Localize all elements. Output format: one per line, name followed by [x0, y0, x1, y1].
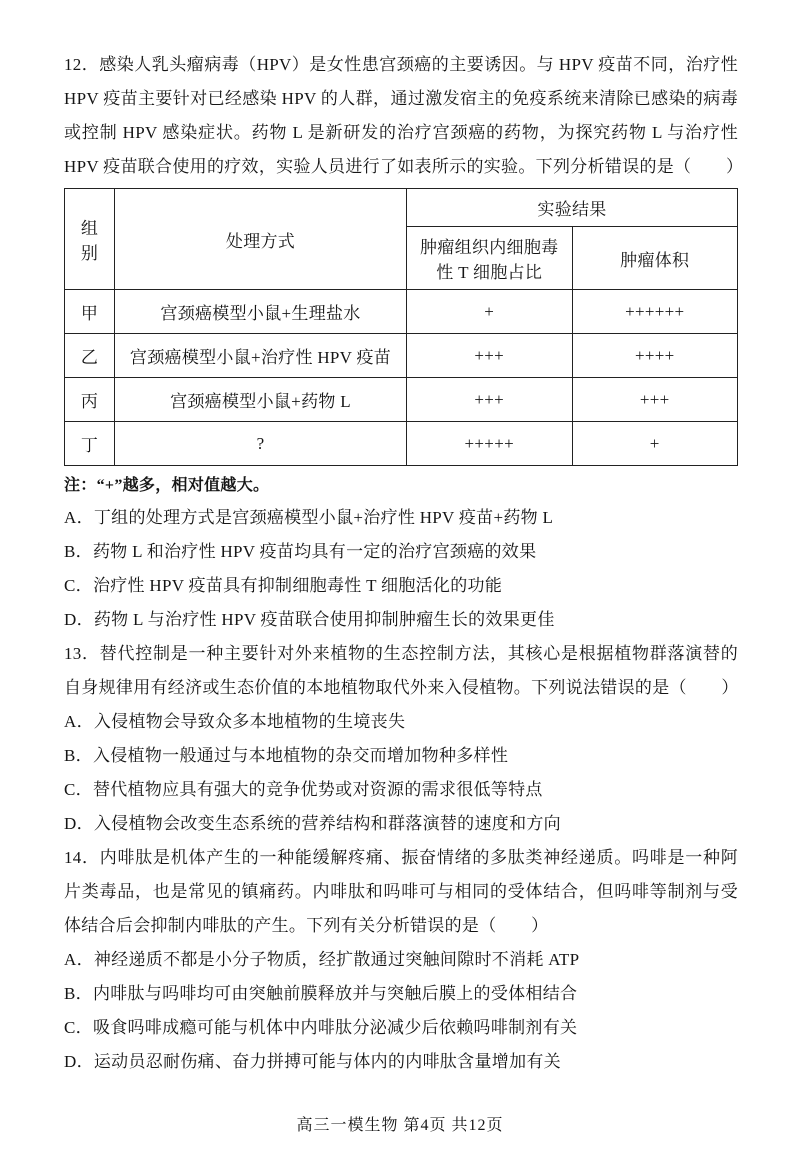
- cell-treatment: 宫颈癌模型小鼠+生理盐水: [115, 290, 407, 334]
- question-14-options: [64, 943, 738, 1079]
- cell-tcell: +++: [407, 378, 573, 422]
- cell-treatment: 宫颈癌模型小鼠+药物 L: [115, 378, 407, 422]
- cell-group: 丁: [65, 422, 115, 466]
- table-row: [65, 290, 738, 334]
- cell-volume: +++: [572, 378, 738, 422]
- header-cell-treatment: 处理方式: [115, 189, 407, 290]
- cell-group: 乙: [65, 334, 115, 378]
- option-b: B．内啡肽与吗啡均可由突触前膜释放并与突触后膜上的受体相结合: [64, 984, 578, 1004]
- header-cell-result: 实验结果: [407, 189, 738, 227]
- question-14: [64, 841, 738, 1079]
- option-d: D．入侵植物会改变生态系统的营养结构和群落演替的速度和方向: [64, 814, 561, 834]
- cell-group: 丙: [65, 378, 115, 422]
- cell-tcell: +: [407, 290, 573, 334]
- cell-group: 甲: [65, 290, 115, 334]
- question-14-stem: 14．内啡肽是机体产生的一种能缓解疼痛、振奋情绪的多肽类神经递质。吗啡是一种阿片类毒品，也是常见的镇痛药。内啡肽和吗啡可与相同的受体结合，但吗啡等制剂与受体结合后会抑制内啡肽的产生。下列有关分析错误的是（ ）: [64, 848, 738, 936]
- option-a: A．丁组的处理方式是宫颈癌模型小鼠+治疗性 HPV 疫苗+药物 L: [64, 508, 554, 528]
- cell-volume: ++++: [572, 334, 738, 378]
- header-cell-tumor-volume: 肿瘤体积: [572, 227, 738, 290]
- question-12: [64, 48, 744, 637]
- page-footer: 高三一模生物 第4页 共12页: [296, 1117, 504, 1134]
- cell-treatment: ?: [115, 422, 407, 466]
- question-13-stem: 13．替代控制是一种主要针对外来植物的生态控制方法，其核心是根据植物群落演替的自身规律用有经济或生态价值的本地植物取代外来入侵植物。下列说法错误的是（ ）: [64, 644, 739, 698]
- table-row: [65, 334, 738, 378]
- option-d: D．运动员忍耐伤痛、奋力拼搏可能与体内的内啡肽含量增加有关: [64, 1052, 561, 1072]
- cell-volume: +: [572, 422, 738, 466]
- option-b: B．药物 L 和治疗性 HPV 疫苗均具有一定的治疗宫颈癌的效果: [64, 542, 537, 562]
- cell-tcell: +++: [407, 334, 573, 378]
- table-header-row-1: [65, 189, 738, 227]
- question-13-options: [64, 705, 738, 841]
- option-a: A．神经递质不都是小分子物质，经扩散通过突触间隙时不消耗 ATP: [64, 950, 580, 970]
- question-12-options: [64, 501, 738, 637]
- cell-volume: ++++++: [572, 290, 738, 334]
- option-c: C．替代植物应具有强大的竞争优势或对资源的需求很低等特点: [64, 780, 543, 800]
- header-cell-tcell-ratio: 肿瘤组织内细胞毒性 T 细胞占比: [407, 227, 573, 290]
- table-row: [65, 422, 738, 466]
- experiment-results-table: [64, 188, 738, 466]
- table-note: 注：“+”越多，相对值越大。: [64, 477, 270, 494]
- question-12-stem: 12．感染人乳头瘤病毒（HPV）是女性患宫颈癌的主要诱因。与 HPV 疫苗不同，治疗性 HPV 疫苗主要针对已经感染 HPV 的人群，通过激发宿主的免疫系统来清除已感染的病毒或控制 HPV 感染症状。药物 L 是新研发的治疗宫颈癌的药物，为探究药物 L 与治疗性 HPV 疫苗联合使用的疗效，实验人员进行了如表所示的实验。下列分析错误的是（ ）: [64, 55, 744, 176]
- header-cell-group: 组别: [65, 189, 115, 290]
- question-13: [64, 637, 738, 841]
- option-c: C．治疗性 HPV 疫苗具有抑制细胞毒性 T 细胞活化的功能: [64, 576, 503, 596]
- option-d: D．药物 L 与治疗性 HPV 疫苗联合使用抑制肿瘤生长的效果更佳: [64, 610, 555, 630]
- option-c: C．吸食吗啡成瘾可能与机体中内啡肽分泌减少后依赖吗啡制剂有关: [64, 1018, 578, 1038]
- cell-tcell: +++++: [407, 422, 573, 466]
- cell-treatment: 宫颈癌模型小鼠+治疗性 HPV 疫苗: [115, 334, 407, 378]
- table-row: [65, 378, 738, 422]
- option-b: B．入侵植物一般通过与本地植物的杂交而增加物种多样性: [64, 746, 509, 766]
- option-a: A．入侵植物会导致众多本地植物的生境丧失: [64, 712, 406, 732]
